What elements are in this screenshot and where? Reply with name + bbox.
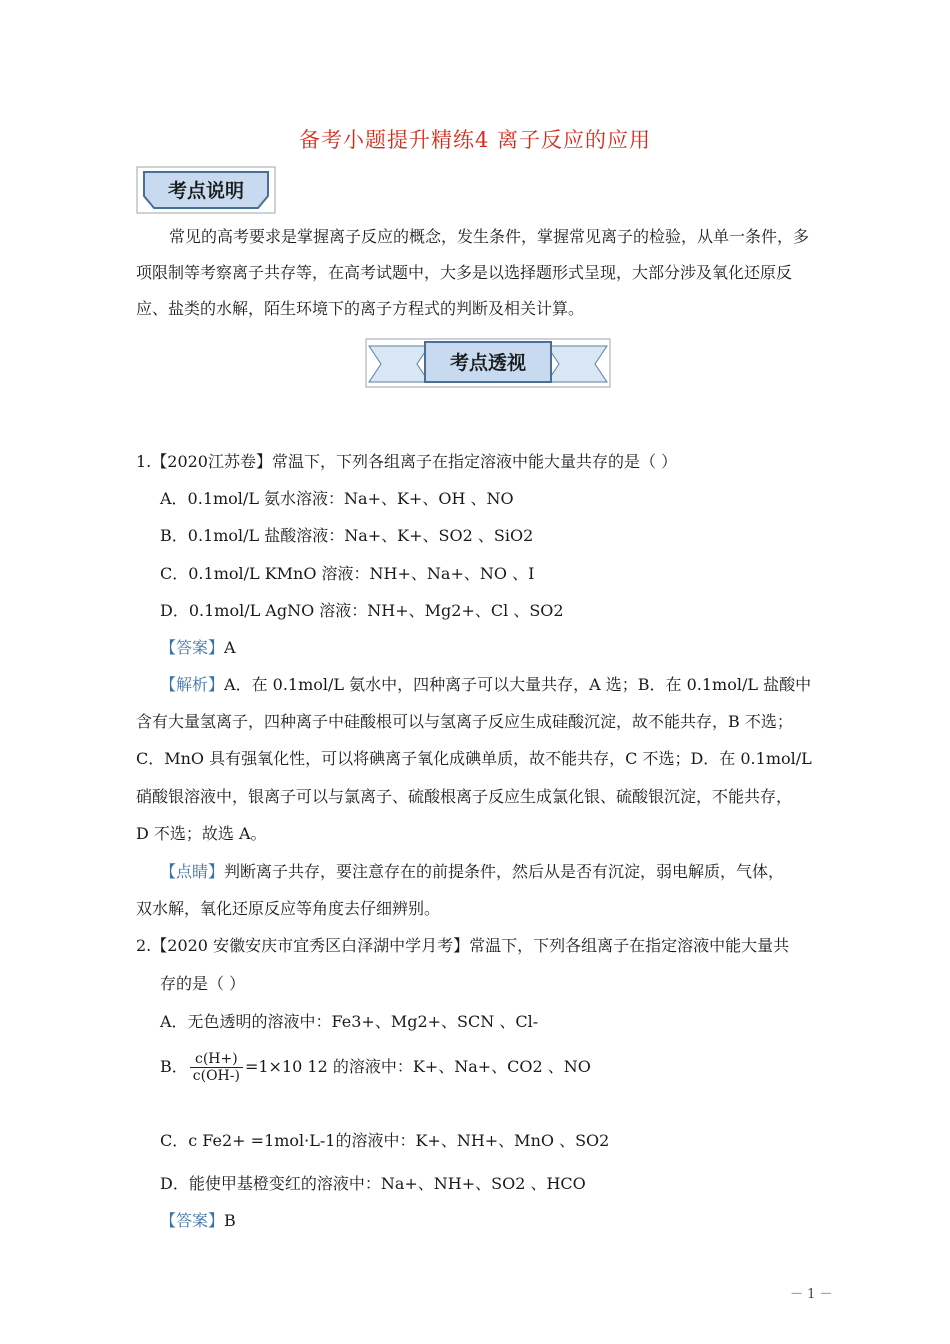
page-title: 备考小题提升精练4 离子反应的应用 (298, 128, 652, 152)
q1-option-d: D．0.1mol/L AgNO 溶液：NH+、Mg2+、Cl 、SO2 (160, 601, 564, 620)
q1-analysis-line-5: D 不选；故选 A。 (136, 824, 267, 843)
q2-option-d: D．能使甲基橙变红的溶液中：Na+、NH+、SO2 、HCO (160, 1174, 586, 1193)
q1-analysis-tag: 【解析】 (160, 675, 225, 694)
q1-tip-line-2: 双水解，氧化还原反应等角度去仔细辨别。 (136, 899, 441, 918)
page-number: － 1 － (790, 1287, 833, 1302)
q2-option-c: C．c Fe2+ =1mol·L-1的溶液中：K+、NH+、MnO 、SO2 (160, 1131, 610, 1150)
q2-answer-tag: 【答案】 (160, 1211, 225, 1230)
q1-stem: 1.【2020江苏卷】常温下，下列各组离子在指定溶液中能大量共存的是（ ） (136, 452, 678, 471)
q1-answer (160, 635, 236, 658)
q2-option-b: B． $\frac{c(H+)}{c(OH-)}$ =1×10 12 的溶液中：K+、Na+、CO2 、NO (160, 1051, 591, 1084)
q1-tip-line-1: 【点睛】判断离子共存，要注意存在的前提条件，然后从是否有沉淀，弱电解质，气体， (160, 862, 785, 881)
banner-kaodian-shuoming (136, 166, 276, 214)
q2-stem-line-1: 2.【2020 安徽安庆市宜秀区白泽湖中学月考】常温下，下列各组离子在指定溶液中能大量共 (136, 936, 790, 955)
q1-tip-tag: 【点睛】 (160, 862, 225, 881)
q1-analysis-line-4: 硝酸银溶液中，银离子可以与氯离子、硫酸根离子反应生成氯化银、硫酸银沉淀，不能共存， (136, 787, 793, 806)
q2-option-a: A．无色透明的溶液中：Fe3+、Mg2+、SCN 、Cl- (160, 1012, 539, 1031)
q1-analysis-line-2: 含有大量氢离子，四种离子中硅酸根可以与氢离子反应生成硅酸沉淀，故不能共存，B 不选； (136, 712, 793, 731)
q1-analysis-line-3: C．MnO 具有强氧化性，可以将碘离子氧化成碘单质，故不能共存，C 不选；D．在 0.1mol/L (136, 749, 812, 768)
q2-answer (160, 1208, 236, 1231)
q2-b-denominator: c(OH-) (192, 1068, 240, 1084)
q2-b-fraction (190, 1051, 243, 1084)
q2-stem-line-2: 存的是（ ） (160, 974, 246, 993)
intro-paragraph: 常见的高考要求是掌握离子反应的概念，发生条件，掌握常见离子的检验，从单一条件，多项限制等考察离子共存等，在高考试题中，大多是以选择题形式呈现，大部分涉及氧化还原反应、盐类的水解，陌生环境下的离子方程式的判断及相关计算。 (136, 227, 810, 318)
banner2-label: 考点透视 (449, 352, 527, 374)
q1-option-a: A．0.1mol/L 氨水溶液：Na+、K+、OH 、NO (160, 489, 514, 508)
q2-answer-value: B (224, 1211, 236, 1230)
banner1-label: 考点说明 (167, 180, 245, 202)
q1-answer-tag: 【答案】 (160, 638, 225, 657)
q2-b-numerator: c(H+) (190, 1051, 243, 1068)
q1-option-b: B．0.1mol/L 盐酸溶液：Na+、K+、SO2 、SiO2 (160, 526, 534, 545)
q1-analysis-line-1: 【解析】A．在 0.1mol/L 氨水中，四种离子可以大量共存，A 选；B．在 0.1mol/L 盐酸中 (160, 675, 812, 694)
banner-kaodian-toushi (365, 338, 611, 388)
q1-option-c: C．0.1mol/L KMnO 溶液：NH+、Na+、NO 、I (160, 564, 535, 583)
q1-answer-value: A (224, 638, 236, 657)
